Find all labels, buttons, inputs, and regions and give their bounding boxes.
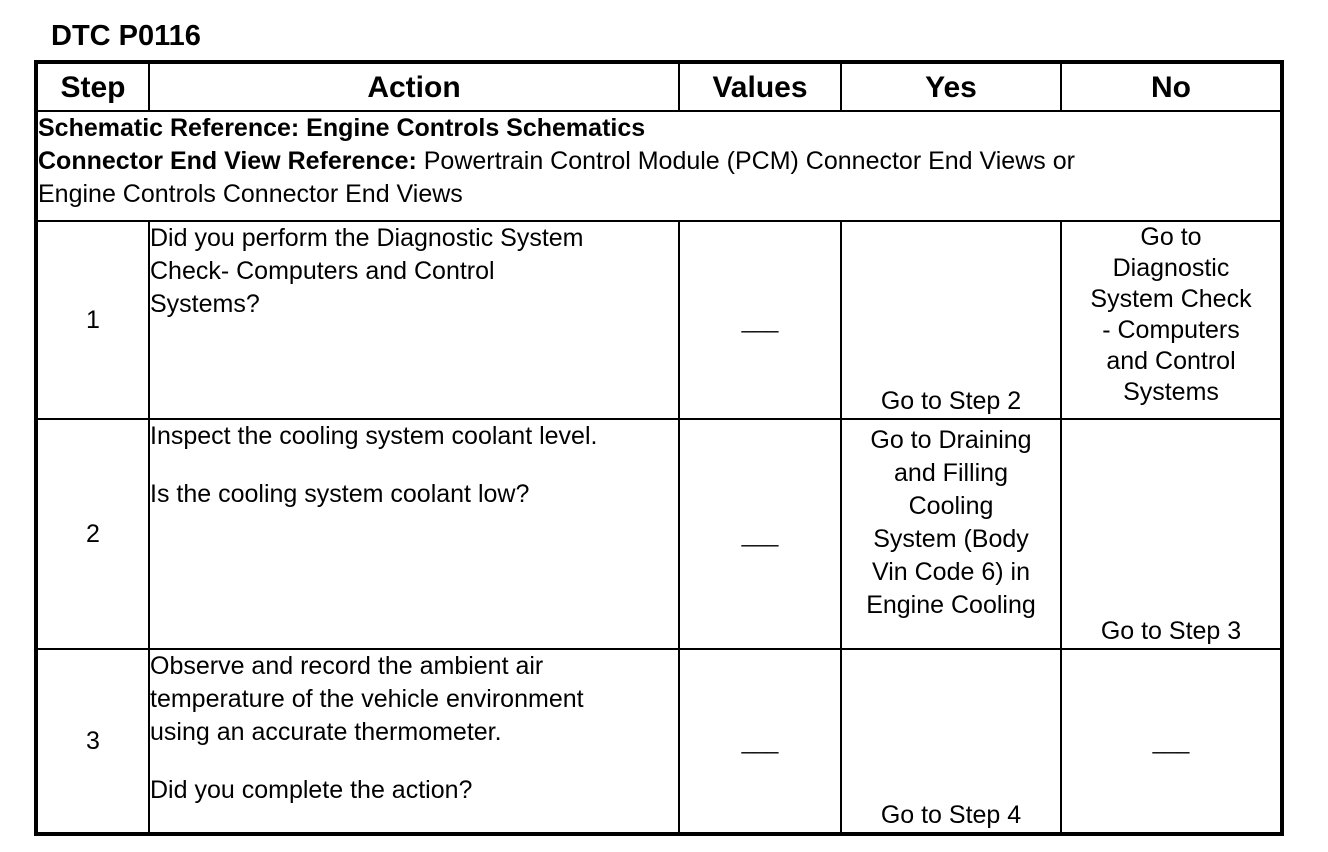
- table-row: [36, 221, 1282, 419]
- step-number: 3: [36, 649, 149, 834]
- action-text: Is the cooling system coolant low?: [150, 480, 530, 508]
- action-text: temperature of the vehicle environment: [150, 685, 584, 713]
- action-text: Observe and record the ambient air: [150, 652, 544, 680]
- no-text: Systems: [1123, 378, 1219, 406]
- values-cell: ___: [679, 419, 841, 649]
- yes-text: Cooling: [908, 492, 994, 520]
- yes-cell: Go to Step 2: [841, 221, 1061, 419]
- document-title: DTC P0116: [51, 20, 201, 52]
- no-cell: [1061, 221, 1282, 419]
- no-cell: ___: [1061, 649, 1282, 834]
- values-cell: ___: [679, 649, 841, 834]
- connector-reference-continued: Engine Controls Connector End Views: [38, 180, 463, 208]
- connector-reference: [38, 145, 1280, 178]
- yes-cell: Go to Step 4: [841, 649, 1061, 834]
- action-text: Inspect the cooling system coolant level.: [150, 422, 598, 450]
- table-row: [36, 419, 1282, 649]
- values-cell: ___: [679, 221, 841, 419]
- no-text: Go to: [1140, 223, 1202, 251]
- schematic-reference: Schematic Reference: Engine Controls Schematics: [38, 114, 646, 142]
- action-text: Systems?: [150, 290, 260, 318]
- action-cell: [149, 419, 679, 649]
- action-text: Did you complete the action?: [150, 776, 473, 804]
- column-header-step: Step: [36, 62, 149, 111]
- action-text: Did you perform the Diagnostic System: [150, 224, 584, 252]
- table-row: [36, 649, 1282, 834]
- column-header-no: No: [1061, 62, 1282, 111]
- column-header-yes: Yes: [841, 62, 1061, 111]
- column-header-action: Action: [149, 62, 679, 111]
- yes-text: and Filling: [894, 459, 1008, 487]
- yes-text: Vin Code 6) in: [872, 558, 1030, 586]
- reference-cell: [36, 111, 1282, 221]
- no-text: and Control: [1106, 347, 1236, 375]
- reference-row: [36, 111, 1282, 221]
- yes-text: Engine Cooling: [866, 591, 1036, 619]
- column-header-values: Values: [679, 62, 841, 111]
- connector-reference-text: Powertrain Control Module (PCM) Connector End Views or: [416, 147, 1075, 175]
- header-row: [36, 62, 1282, 111]
- paragraph-gap: [150, 749, 678, 774]
- action-cell: [149, 649, 679, 834]
- action-text: Check- Computers and Control: [150, 257, 495, 285]
- diagnostic-table: [34, 60, 1284, 836]
- yes-text: Go to Draining: [870, 426, 1032, 454]
- step-number: 2: [36, 419, 149, 649]
- paragraph-gap: [150, 453, 678, 478]
- action-cell: [149, 221, 679, 419]
- yes-text: System (Body: [873, 525, 1029, 553]
- no-text: System Check: [1090, 285, 1252, 313]
- step-number: 1: [36, 221, 149, 419]
- no-cell: Go to Step 3: [1061, 419, 1282, 649]
- no-text: Diagnostic: [1112, 254, 1230, 282]
- no-text: - Computers: [1102, 316, 1240, 344]
- connector-reference-label: Connector End View Reference:: [38, 147, 417, 175]
- action-text: using an accurate thermometer.: [150, 718, 502, 746]
- yes-cell: [841, 419, 1061, 649]
